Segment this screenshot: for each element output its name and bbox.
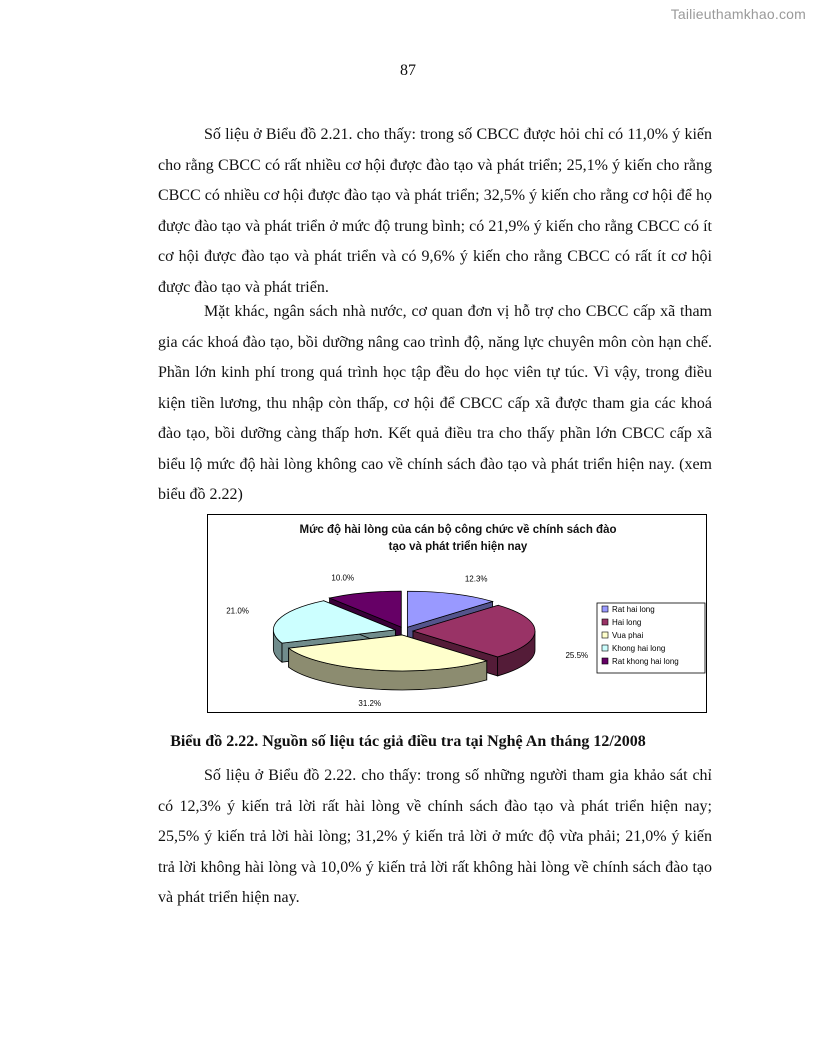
paragraph-1: Số liệu ở Biểu đồ 2.21. cho thấy: trong số CBCC được hỏi chỉ có 11,0% ý kiến cho rằng CBCC có rất nhiều cơ hội được đào tạo và phát triển; 25,1% ý kiến cho rằng CBCC có nhiều cơ hội được đào tạo và phát triển; 32,5% ý kiến cho rằng cơ hội để họ được đào tạo và phát triển ở mức độ trung bình; có 21,9% ý kiến cho rằng CBCC có ít cơ hội được đào tạo và phát triển và có 9,6% ý kiến cho rằng CBCC có rất ít cơ hội được đào tạo và phát triển. [158, 126, 712, 296]
legend-swatch-1 [602, 619, 608, 625]
legend-swatch-0 [602, 606, 608, 612]
pie-slices [273, 591, 535, 690]
pie-label-2: 31.2% [358, 698, 382, 708]
pie-label-4: 10.0% [331, 573, 355, 583]
legend-label-2: Vua phai [612, 631, 644, 640]
legend-swatch-2 [602, 632, 608, 638]
pie-chart-svg [208, 515, 706, 712]
legend-swatch-4 [602, 658, 608, 664]
pie-chart [207, 514, 707, 713]
figure-caption: Biểu đồ 2.22. Nguồn số liệu tác giả điều tra tại Nghệ An tháng 12/2008 [170, 733, 646, 750]
legend-label-4: Rat khong hai long [612, 657, 679, 666]
page-number: 87 [400, 62, 416, 79]
chart-legend [597, 603, 705, 673]
legend-label-3: Khong hai long [612, 644, 666, 653]
chart-title-line-2: tạo và phát triển hiện nay [388, 541, 528, 553]
pie-label-0: 12.3% [464, 574, 488, 584]
legend-label-0: Rat hai long [612, 605, 655, 614]
chart-title-line-1: Mức độ hài lòng của cán bộ công chức về chính sách đào [299, 524, 617, 536]
legend-label-1: Hai long [612, 618, 642, 627]
watermark: Tailieuthamkhao.com [670, 6, 806, 22]
pie-label-1: 25.5% [565, 651, 589, 661]
legend-swatch-3 [602, 645, 608, 651]
pie-label-3: 21.0% [226, 606, 249, 616]
paragraph-2: Mặt khác, ngân sách nhà nước, cơ quan đơn vị hỗ trợ cho CBCC cấp xã tham gia các khoá đào tạo, bồi dưỡng nâng cao trình độ, năng lực chuyên môn còn hạn chế. Phần lớn kinh phí trong quá trình học tập đều do học viên tự túc. Vì vậy, trong điều kiện tiền lương, thu nhập còn thấp, cơ hội để CBCC cấp xã được tham gia các khoá đào tạo, bồi dưỡng càng thấp hơn. Kết quả điều tra cho thấy phần lớn CBCC cấp xã biểu lộ mức độ hài lòng không cao về chính sách đào tạo và phát triển hiện nay. (xem biểu đồ 2.22) [158, 303, 712, 503]
paragraph-3: Số liệu ở Biểu đồ 2.22. cho thấy: trong số những người tham gia khảo sát chỉ có 12,3% ý kiến trả lời rất hài lòng về chính sách đào tạo và phát triển hiện nay; 25,5% ý kiến trả lời hài lòng; 31,2% ý kiến trả lời ở mức độ vừa phải; 21,0% ý kiến trả lời không hài lòng và 10,0% ý kiến trả lời rất không hài lòng về chính sách đào tạo và phát triển hiện nay. [158, 767, 712, 906]
